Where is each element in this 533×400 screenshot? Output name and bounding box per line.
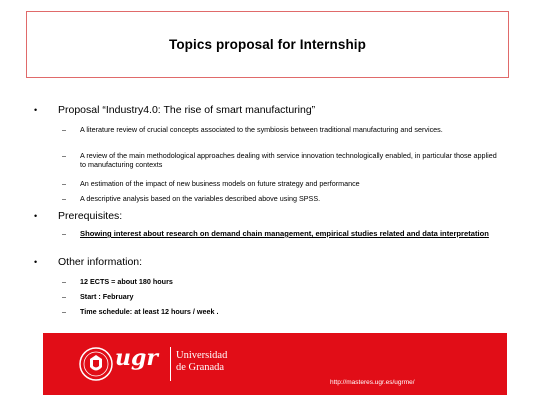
other-info-item [62, 292, 500, 301]
bullet-marker: • [34, 211, 38, 221]
proposal-item-text: A descriptive analysis based on the variables described above using SPSS. [80, 194, 321, 203]
proposal-item [62, 194, 500, 203]
proposal-heading-text: Proposal “Industry4.0: The rise of smart manufacturing” [58, 104, 316, 116]
dash-marker: – [62, 125, 66, 134]
proposal-item [62, 125, 500, 134]
dash-marker: – [62, 179, 66, 188]
footer-url-link[interactable]: http://masteres.ugr.es/ugrme/ [330, 379, 415, 386]
proposal-heading [34, 104, 315, 116]
ugr-logo-text: ugr [115, 345, 158, 371]
other-info-item-text: Start : February [80, 292, 134, 301]
page-title: Topics proposal for Internship [168, 37, 366, 52]
university-name-line1: Universidad [176, 350, 228, 361]
proposal-item-text: A review of the main methodological approaches dealing with service innovation technologically enabled, in particular those applied to manufacturing contexts [80, 151, 497, 169]
other-info-heading [34, 256, 142, 268]
proposal-item [62, 151, 500, 169]
footer-banner [43, 333, 507, 395]
other-info-heading-text: Other information: [58, 256, 143, 268]
dash-marker: – [62, 151, 66, 160]
university-name [176, 350, 227, 374]
dash-marker: – [62, 194, 66, 203]
university-seal-icon [79, 347, 113, 381]
prerequisite-item-text: Showing interest about research on demand chain management, empirical studies related and data interpretation [80, 229, 489, 238]
university-name-line2: de Granada [176, 362, 225, 373]
dash-marker: – [62, 292, 66, 301]
other-info-item-text: 12 ECTS = about 180 hours [80, 277, 173, 286]
proposal-item-text: A literature review of crucial concepts associated to the symbiosis between traditional manufacturing and services. [80, 125, 443, 134]
bullet-marker: • [34, 257, 38, 267]
dash-marker: – [62, 277, 66, 286]
prerequisites-heading [34, 210, 122, 222]
dash-marker: – [62, 307, 66, 316]
dash-marker: – [62, 229, 66, 238]
other-info-item [62, 277, 500, 286]
bullet-marker: • [34, 105, 38, 115]
proposal-item [62, 179, 500, 188]
prerequisites-heading-text: Prerequisites: [58, 210, 123, 222]
proposal-item-text: An estimation of the impact of new business models on future strategy and performance [80, 179, 360, 188]
logo-divider [170, 347, 171, 381]
other-info-item [62, 307, 500, 316]
prerequisite-item [62, 229, 500, 239]
title-box [26, 11, 509, 78]
other-info-item-text: Time schedule: at least 12 hours / week . [80, 307, 219, 316]
